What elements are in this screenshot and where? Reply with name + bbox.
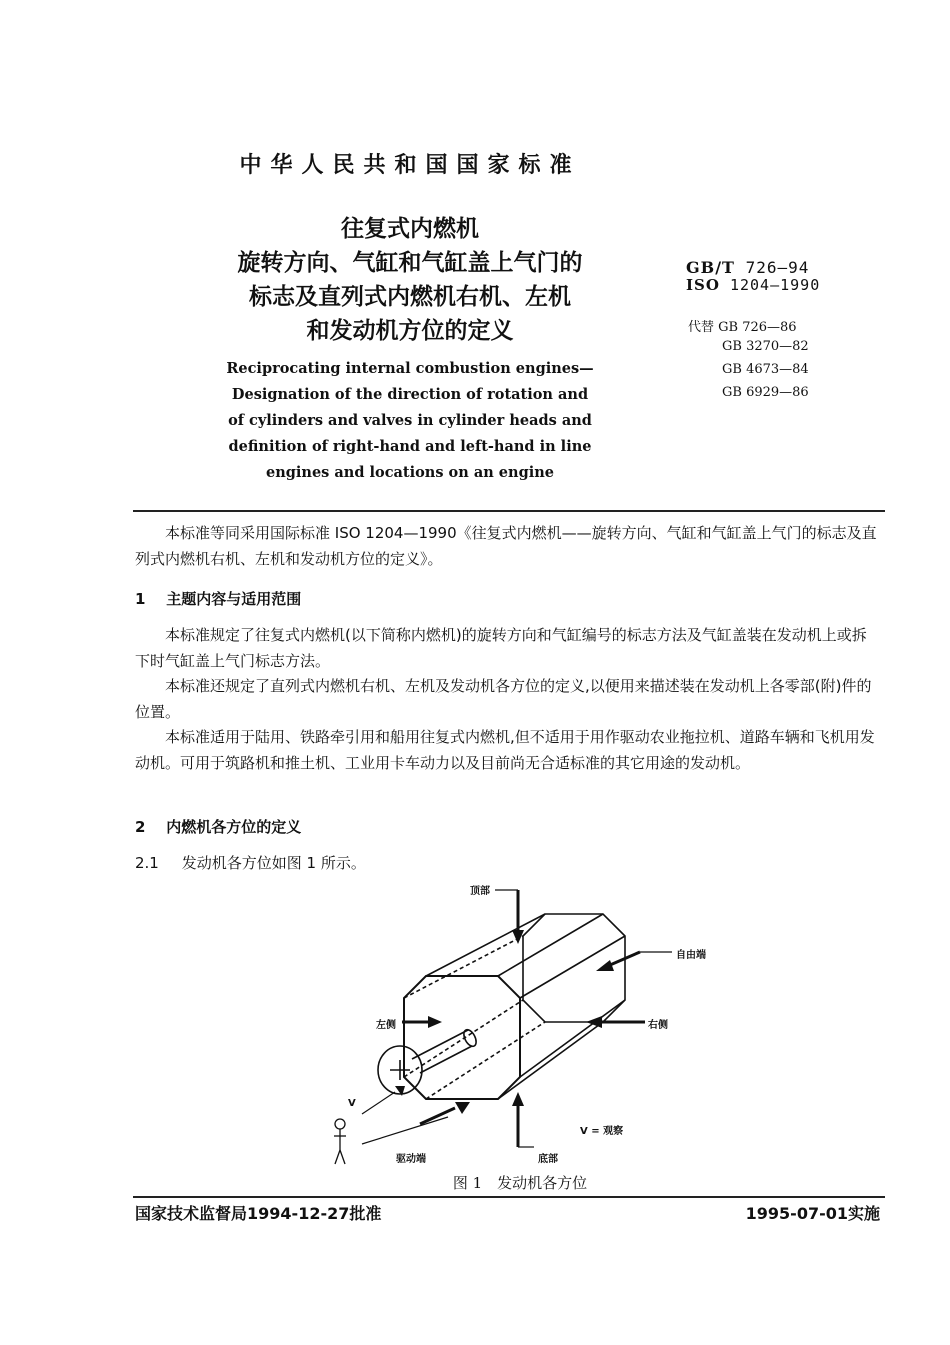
figure-caption: 图 1 发动机各方位 [452,1174,588,1192]
label-view: V [348,1098,356,1109]
replaces-line-1 [688,316,797,335]
title-en-line-3: of cylinders and valves in cylinder heads and [228,412,592,429]
section-1-heading [135,588,301,609]
footer-divider [133,1196,885,1198]
section-number: 1 [135,590,146,608]
title-cn-line-3: 标志及直列式内燃机右机、左机 [249,284,571,310]
left-side-arrow [402,1016,442,1028]
approval-date: 1994-12-27 [247,1204,350,1223]
gb-number: 726—94 [745,258,810,277]
iso-prefix: ISO [686,276,720,294]
section-1-paragraph: 本标准规定了往复式内燃机(以下简称内燃机)的旋转方向和气缸编号的标志方法及气缸盖装在发动机上或拆下时气缸盖上气门标志方法。 [135,626,867,670]
bottom-arrow [512,1092,534,1147]
approval-suffix: 批准 [349,1204,382,1223]
header-title: 中华人民共和国国家标准 [239,153,581,178]
subsection-text: 发动机各方位如图 1 所示。 [181,854,366,872]
top-arrow [495,890,524,944]
gb-code [686,258,809,277]
title-cn-line-1: 往复式内燃机 [341,216,479,242]
subsection-number: 2.1 [135,854,159,872]
approval-line [135,1201,381,1224]
title-cn-line-2: 旋转方向、气缸和气缸盖上气门的 [237,250,583,276]
section-1-paragraph: 本标准适用于陆用、铁路牵引用和船用往复式内燃机,但不适用于用作驱动农业拖拉机、道路车辆和飞机用发动机。可用于筑路机和推土机、工业用卡车动力以及目前尚无合适标准的其它用途的发动机。 [135,728,875,772]
replaces-item: GB 3270—82 [722,339,809,354]
title-en-line-2: Designation of the direction of rotation and [231,386,589,403]
label-top: 顶部 [470,886,490,897]
label-view-legend: V = 观察 [580,1126,624,1137]
section-2-heading [135,816,301,837]
replaces-item: GB 726—86 [718,320,797,335]
approval-org: 国家技术监督局 [135,1204,248,1223]
effective-suffix: 实施 [847,1204,880,1223]
engine-front-face [404,976,520,1099]
effective-date: 1995-07-01 [745,1204,848,1223]
replaces-label: 代替 [688,320,715,335]
title-en-line-1: Reciprocating internal combustion engines— [226,360,594,377]
view-arrow [362,1086,405,1114]
replaces-item: GB 6929—86 [722,385,809,400]
intro-paragraph: 本标准等同采用国际标准 ISO 1204—1990《往复式内燃机——旋转方向、气缸和气缸盖上气门的标志及直列式内燃机右机、左机和发动机方位的定义》。 [135,524,877,568]
section-number: 2 [135,818,146,836]
section-title: 内燃机各方位的定义 [166,818,302,836]
iso-number: 1204—1990 [729,276,821,294]
section-1-paragraph: 本标准还规定了直列式内燃机右机、左机及发动机各方位的定义,以便用来描述装在发动机上各零部(附)件的位置。 [135,677,872,721]
label-bottom: 底部 [538,1154,558,1165]
label-left-side: 左侧 [376,1020,396,1031]
drive-end-arrow [362,1102,470,1144]
title-cn-line-4: 和发动机方位的定义 [306,318,514,344]
observer-figure [334,1119,346,1164]
section-title: 主题内容与适用范围 [166,590,302,608]
label-free-end: 自由端 [676,950,706,961]
label-drive-end: 驱动端 [396,1154,426,1165]
header-divider [133,510,885,512]
right-side-arrow [586,1016,645,1028]
title-en-line-4: definition of right-hand and left-hand in line [228,438,592,455]
subsection-2-1 [135,852,366,873]
iso-code [686,276,820,294]
label-right-side: 右侧 [648,1020,668,1031]
replaces-item: GB 4673—84 [722,362,809,377]
gb-prefix: GB/T [686,258,735,277]
free-end-arrow [596,952,672,971]
title-en-line-5: engines and locations on an engine [266,464,554,481]
effective-line [746,1201,880,1224]
